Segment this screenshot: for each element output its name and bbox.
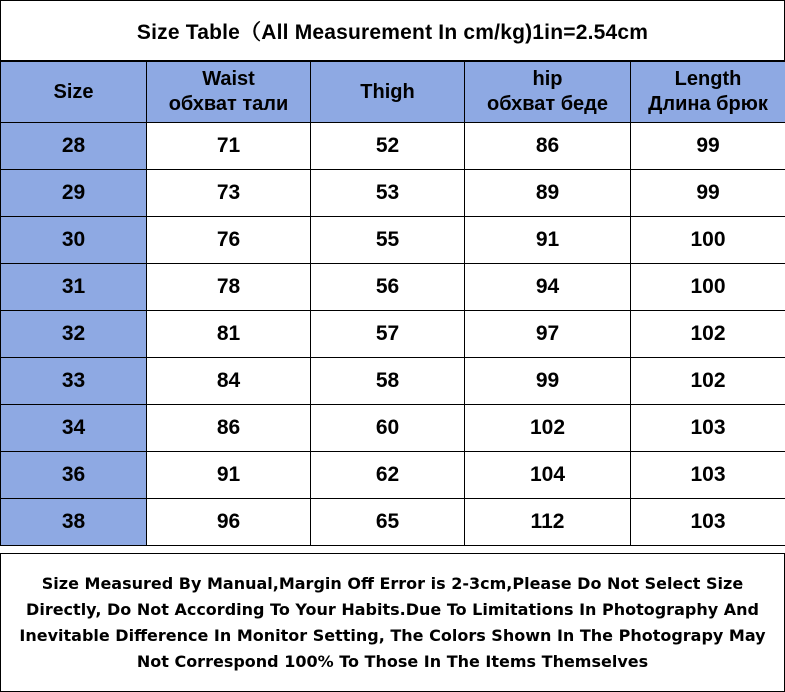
header-sublabel: обхват тали	[168, 93, 289, 115]
hip-cell: 104	[465, 452, 631, 499]
header-label: Length	[674, 68, 742, 90]
length-cell: 100	[631, 217, 785, 264]
hip-cell: 102	[465, 405, 631, 452]
waist-cell: 71	[147, 123, 311, 170]
table-row	[1, 358, 785, 405]
thigh-cell: 60	[311, 405, 465, 452]
size-cell: 32	[1, 311, 147, 358]
waist-cell: 84	[147, 358, 311, 405]
disclaimer-note	[0, 553, 785, 692]
table-row	[1, 311, 785, 358]
hip-cell: 97	[465, 311, 631, 358]
header-sublabel: обхват беде	[487, 93, 608, 115]
header-waist	[147, 62, 311, 123]
hip-cell: 112	[465, 499, 631, 546]
header-label: Waist	[202, 68, 255, 90]
waist-cell: 96	[147, 499, 311, 546]
size-cell: 34	[1, 405, 147, 452]
disclaimer-text	[13, 571, 771, 675]
table-row	[1, 217, 785, 264]
header-length	[631, 62, 785, 123]
thigh-cell: 52	[311, 123, 465, 170]
hip-cell: 86	[465, 123, 631, 170]
length-cell: 103	[631, 405, 785, 452]
table-row	[1, 123, 785, 170]
size-cell: 36	[1, 452, 147, 499]
size-cell: 33	[1, 358, 147, 405]
length-cell: 103	[631, 499, 785, 546]
size-cell: 28	[1, 123, 147, 170]
hip-cell: 94	[465, 264, 631, 311]
thigh-cell: 62	[311, 452, 465, 499]
disclaimer-line: Not Correspond 100% To Those In The Items Themselves	[136, 651, 649, 671]
length-cell: 100	[631, 264, 785, 311]
table-row	[1, 499, 785, 546]
header-size	[1, 62, 147, 123]
thigh-cell: 56	[311, 264, 465, 311]
hip-cell: 99	[465, 358, 631, 405]
disclaimer-line: Size Measured By Manual,Margin Off Error is 2-3cm,Please Do Not Select Size	[41, 573, 744, 593]
header-label: Thigh	[360, 80, 415, 103]
length-cell: 102	[631, 358, 785, 405]
length-cell: 102	[631, 311, 785, 358]
disclaimer-line: Directly, Do Not According To Your Habits.Due To Limitations In Photography And	[26, 599, 759, 619]
size-cell: 29	[1, 170, 147, 217]
table-row	[1, 405, 785, 452]
waist-cell: 73	[147, 170, 311, 217]
header-hip	[465, 62, 631, 123]
page-title: Size Table（All Measurement In cm/kg)1in=2.54cm	[0, 0, 785, 61]
length-cell: 99	[631, 170, 785, 217]
table-row	[1, 264, 785, 311]
header-sublabel: Длина брюк	[648, 93, 768, 115]
thigh-cell: 53	[311, 170, 465, 217]
size-cell: 38	[1, 499, 147, 546]
table-row	[1, 170, 785, 217]
length-cell: 103	[631, 452, 785, 499]
waist-cell: 86	[147, 405, 311, 452]
hip-cell: 89	[465, 170, 631, 217]
size-cell: 30	[1, 217, 147, 264]
thigh-cell: 65	[311, 499, 465, 546]
length-cell: 99	[631, 123, 785, 170]
hip-cell: 91	[465, 217, 631, 264]
header-label: Size	[53, 80, 94, 103]
header-thigh	[311, 62, 465, 123]
thigh-cell: 55	[311, 217, 465, 264]
waist-cell: 78	[147, 264, 311, 311]
waist-cell: 76	[147, 217, 311, 264]
header-row	[1, 62, 785, 123]
thigh-cell: 57	[311, 311, 465, 358]
size-cell: 31	[1, 264, 147, 311]
disclaimer-line: Inevitable Difference In Monitor Setting, The Colors Shown In The Photograpy May	[19, 625, 766, 645]
waist-cell: 91	[147, 452, 311, 499]
table-row	[1, 452, 785, 499]
header-label: hip	[532, 68, 563, 90]
thigh-cell: 58	[311, 358, 465, 405]
size-table	[0, 61, 785, 546]
waist-cell: 81	[147, 311, 311, 358]
